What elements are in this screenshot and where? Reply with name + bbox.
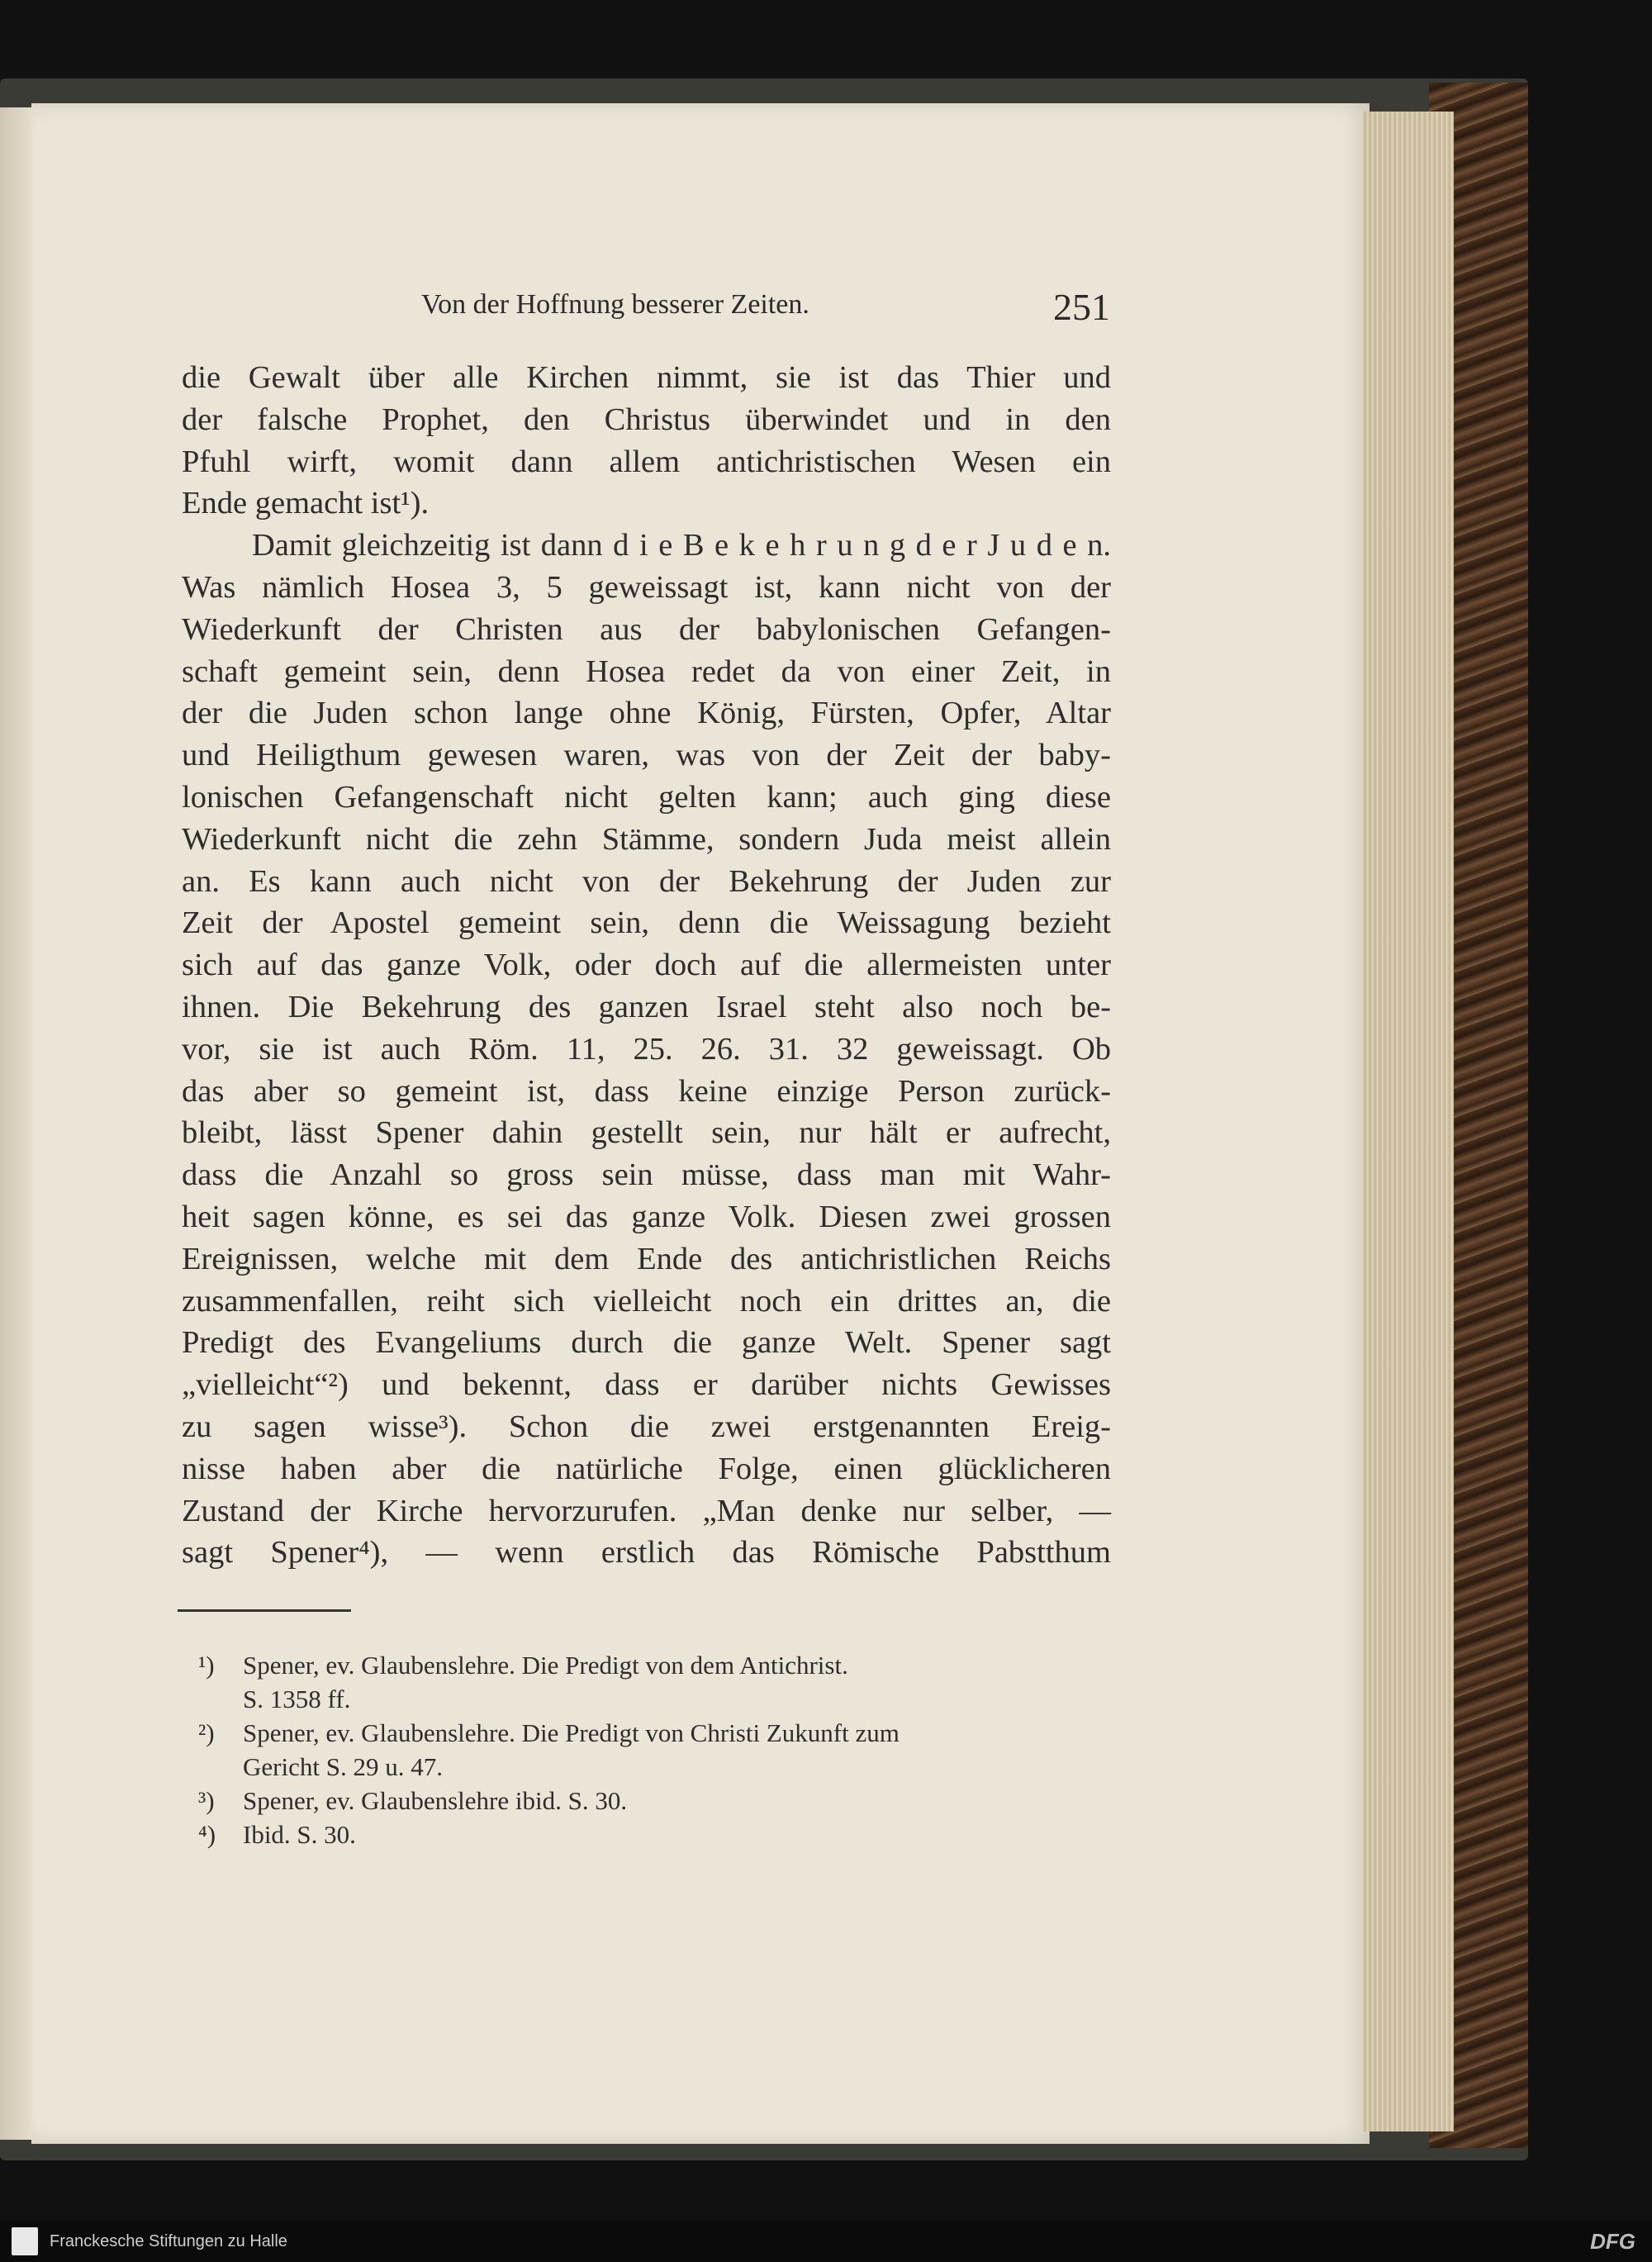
text-line: vor, sie ist auch Röm. 11, 25. 26. 31. 32 geweissagt. Ob: [182, 1031, 1111, 1067]
text-line: Wiederkunft der Christen aus der babylonischen Gefangen-: [182, 611, 1111, 647]
institution-label: Franckesche Stiftungen zu Halle: [50, 2232, 287, 2250]
text-line: zu sagen wisse³). Schon die zwei erstgenannten Ereig-: [182, 1409, 1111, 1444]
text-line: ihnen. Die Bekehrung des ganzen Israel steht also noch be-: [182, 989, 1111, 1024]
text-line: und Heiligthum gewesen waren, was von der Zeit der baby-: [182, 738, 1111, 773]
text-line: der die Juden schon lange ohne König, Fürsten, Opfer, Altar: [182, 696, 1111, 731]
viewer-footer-bar: [0, 2221, 1652, 2262]
footnote-rule: [178, 1609, 351, 1612]
institution-logo-icon: [12, 2227, 38, 2255]
text-line: bleibt, lässt Spener dahin gestellt sein, nur hält er aufrecht,: [182, 1115, 1111, 1151]
footnote-2: [198, 1716, 1107, 1750]
text-line: „vielleicht“²) und bekennt, dass er darüber nichts Gewisses: [182, 1367, 1111, 1403]
text-line: Ereignissen, welche mit dem Ende des antichristlichen Reichs: [182, 1241, 1111, 1276]
text-line: dass die Anzahl so gross sein müsse, dass man mit Wahr-: [182, 1157, 1111, 1193]
footnote-continuation: Gericht S. 29 u. 47.: [243, 1752, 443, 1781]
text-line: heit sagen könne, es sei das ganze Volk. Diesen zwei grossen: [182, 1199, 1111, 1234]
footnote-text: Spener, ev. Glaubenslehre. Die Predigt von dem Antichrist.: [243, 1651, 848, 1680]
text-line: Was nämlich Hosea 3, 5 geweissagt ist, kann nicht von der: [182, 569, 1111, 605]
text-line: Pfuhl wirft, womit dann allem antichristischen Wesen ein: [182, 444, 1111, 479]
footnote-marker: ³): [198, 1786, 215, 1815]
text-line: Zeit der Apostel gemeint sein, denn die Weissagung bezieht: [182, 905, 1111, 941]
footnotes: [198, 1648, 1107, 1851]
footnote-4: [198, 1818, 1107, 1851]
footnote-text: Ibid. S. 30.: [243, 1820, 356, 1849]
text-line: an. Es kann auch nicht von der Bekehrung der Juden zur: [182, 863, 1111, 899]
text-line: Zustand der Kirche hervorzurufen. „Man denke nur selber, —: [182, 1493, 1111, 1528]
footnote-1: [198, 1648, 1107, 1682]
text-line: das aber so gemeint ist, dass keine einzige Person zurück-: [182, 1073, 1111, 1109]
footnote-marker: ²): [198, 1718, 215, 1747]
text-line: Damit gleichzeitig ist dann d i e B e k e h r u n g d e r J u d e n.: [252, 528, 1111, 563]
running-header: Von der Hoffnung besserer Zeiten.: [421, 289, 809, 320]
body-text: [182, 357, 1111, 1574]
dfg-logo: DFG: [1590, 2229, 1635, 2254]
footnote-marker: ⁴): [198, 1820, 216, 1849]
page-block-edges: [1363, 112, 1454, 2131]
text-line: die Gewalt über alle Kirchen nimmt, sie ist das Thier und: [182, 360, 1111, 395]
text-line: Predigt des Evangeliums durch die ganze Welt. Spener sagt: [182, 1325, 1111, 1361]
footnote-text: Spener, ev. Glaubenslehre. Die Predigt von Christi Zukunft zum: [243, 1718, 900, 1747]
text-line: sagt Spener⁴), — wenn erstlich das Römische Pabstthum: [182, 1535, 1111, 1571]
text-line: Wiederkunft nicht die zehn Stämme, sondern Juda meist allein: [182, 821, 1111, 857]
footnote-text: Spener, ev. Glaubenslehre ibid. S. 30.: [243, 1786, 628, 1815]
text-line: sich auf das ganze Volk, oder doch auf die allermeisten unter: [182, 948, 1111, 983]
footnote-marker: ¹): [198, 1651, 215, 1680]
text-line: nisse haben aber die natürliche Folge, einen glücklicheren: [182, 1451, 1111, 1486]
text-line: lonischen Gefangenschaft nicht gelten kann; auch ging diese: [182, 779, 1111, 815]
page-number: 251: [1053, 286, 1110, 328]
footnote-3: [198, 1784, 1107, 1818]
text-line: zusammenfallen, reiht sich vielleicht noch ein drittes an, die: [182, 1283, 1111, 1319]
left-page-edge: [0, 107, 33, 2140]
footnote-continuation: S. 1358 ff.: [243, 1685, 351, 1713]
text-line: Ende gemacht ist¹).: [182, 486, 430, 521]
text-line: der falsche Prophet, den Christus überwindet und in den: [182, 402, 1111, 437]
text-line: schaft gemeint sein, denn Hosea redet da von einer Zeit, in: [182, 653, 1111, 689]
